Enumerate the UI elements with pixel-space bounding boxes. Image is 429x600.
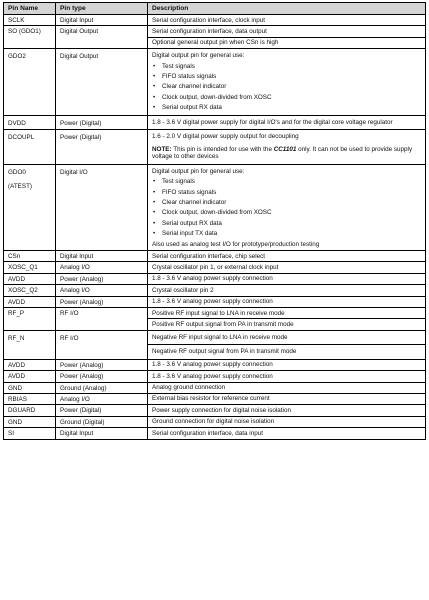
pin-name: AVDD (4, 273, 56, 284)
pin-type: RF I/O (56, 308, 148, 331)
table-row (4, 115, 426, 129)
pin-description-table (3, 2, 426, 440)
pin-name: DGUARD (4, 405, 56, 416)
table-row (4, 382, 426, 393)
note-label: NOTE: (152, 145, 172, 153)
table-row (4, 130, 426, 165)
table-row (4, 49, 426, 115)
pin-name: SI (4, 428, 56, 439)
pin-name: XOSC_Q1 (4, 262, 56, 273)
pin-type: Digital Input (56, 15, 148, 26)
pin-description (148, 308, 426, 331)
pin-type: Analog I/O (56, 262, 148, 273)
description-line: 1.8 - 3.6 V analog power supply connection (152, 275, 273, 283)
table-row (4, 359, 426, 370)
table-row (4, 164, 426, 250)
note-text (148, 142, 425, 164)
table-row (4, 273, 426, 284)
pin-name: AVDD (4, 371, 56, 382)
header-pin-type: Pin type (56, 3, 148, 15)
pin-description (148, 359, 426, 370)
pin-type: Power (Analog) (56, 273, 148, 284)
pin-name: SO (GDO1) (4, 26, 56, 49)
table-row (4, 330, 426, 359)
pin-name (4, 164, 56, 250)
note-pre: This pin is intended for use with the (173, 145, 272, 153)
description-line: Serial configuration interface, data input (152, 429, 263, 437)
header-pin-name: Pin Name (4, 3, 56, 15)
pin-type: Digital Output (56, 49, 148, 115)
note-part-number: CC1101 (273, 145, 297, 153)
pin-description-document (3, 2, 425, 440)
pin-description (148, 393, 426, 404)
pin-type: RF I/O (56, 330, 148, 359)
pin-name-primary: GDO0 (8, 168, 26, 176)
note-post: only. It can not be used to provide supply voltage to other devices (152, 145, 413, 161)
pin-description (148, 428, 426, 439)
pin-description (148, 273, 426, 284)
bullet-item: • Test signals (148, 177, 425, 187)
description-line: Serial configuration interface, chip select (152, 252, 266, 260)
pin-name: DCOUPL (4, 130, 56, 165)
pin-type: Power (Analog) (56, 371, 148, 382)
description-line: Crystal oscillator pin 2 (152, 286, 214, 294)
pin-description (148, 405, 426, 416)
pin-description (148, 115, 426, 129)
description-line: 1.8 - 3.6 V analog power supply connection (152, 298, 273, 306)
pin-name: AVDD (4, 359, 56, 370)
bullet-item: • Test signals (148, 61, 425, 71)
pin-name: GDO2 (4, 49, 56, 115)
description-extra: Also used as analog test I/O for prototype/production testing (152, 240, 320, 248)
description-line: 1.6 - 2.0 V digital power supply output for decoupling (152, 133, 299, 141)
pin-description (148, 416, 426, 427)
pin-type: Digital Output (56, 26, 148, 49)
bullet-item: • FIFO status signals (148, 72, 425, 82)
description-line: Optional general output pin when CSn is high (148, 37, 425, 48)
pin-name: GND (4, 416, 56, 427)
description-line: Power supply connection for digital noise isolation (152, 406, 291, 414)
pin-name: GND (4, 382, 56, 393)
table-row (4, 371, 426, 382)
description-line: Negative RF input signal to LNA in receive mode (152, 333, 288, 341)
bullet-item: • Serial input TX data (148, 229, 425, 239)
table-row (4, 251, 426, 262)
pin-name: RBIAS (4, 393, 56, 404)
pin-type: Power (Digital) (56, 130, 148, 165)
pin-type: Ground (Digital) (56, 416, 148, 427)
pin-description (148, 164, 426, 250)
pin-type: Power (Analog) (56, 359, 148, 370)
pin-type: Digital Input (56, 251, 148, 262)
table-row (4, 308, 426, 331)
table-row (4, 428, 426, 439)
table-row (4, 296, 426, 307)
table-row (4, 393, 426, 404)
description-intro: Digital output pin for general use: (152, 52, 245, 60)
pin-description (148, 262, 426, 273)
pin-description (148, 371, 426, 382)
pin-type: Analog I/O (56, 285, 148, 296)
table-row (4, 285, 426, 296)
pin-type: Power (Digital) (56, 115, 148, 129)
table-row (4, 26, 426, 49)
pin-name: AVDD (4, 296, 56, 307)
pin-description (148, 49, 426, 115)
table-row (4, 15, 426, 26)
description-line: Negative RF output signal from PA in transmit mode (148, 344, 425, 358)
bullet-item: • Clear channel indicator (148, 82, 425, 92)
pin-description (148, 15, 426, 26)
description-line: Positive RF input signal to LNA in receive mode (152, 309, 285, 317)
description-line: Crystal oscillator pin 1, or external clock input (152, 263, 279, 271)
pin-description (148, 26, 426, 49)
pin-type: Digital I/O (56, 164, 148, 250)
bullet-item: • Clear channel indicator (148, 198, 425, 208)
description-line: External bias resistor for reference current (152, 395, 270, 403)
bullet-item: • Serial output RX data (148, 103, 425, 115)
pin-description (148, 130, 426, 165)
pin-type: Digital Input (56, 428, 148, 439)
table-row (4, 405, 426, 416)
header-description: Description (148, 3, 426, 15)
pin-description (148, 296, 426, 307)
description-line: 1.8 - 3.6 V analog power supply connection (152, 372, 273, 380)
pin-name: DVDD (4, 115, 56, 129)
pin-description (148, 330, 426, 359)
description-line: Analog ground connection (152, 384, 226, 391)
pin-name: CSn (4, 251, 56, 262)
description-line: Serial configuration interface, data output (152, 27, 267, 35)
pin-type: Power (Analog) (56, 296, 148, 307)
table-header-row (4, 3, 426, 15)
pin-name: SCLK (4, 15, 56, 26)
description-intro: Digital output pin for general use: (152, 167, 245, 175)
table-row (4, 262, 426, 273)
pin-name: RF_P (4, 308, 56, 331)
bullet-item: • Serial output RX data (148, 218, 425, 228)
pin-name: RF_N (4, 330, 56, 359)
bullet-item: • FIFO status signals (148, 187, 425, 197)
pin-name: XOSC_Q2 (4, 285, 56, 296)
pin-name-secondary: (ATEST) (8, 183, 33, 191)
pin-description (148, 251, 426, 262)
pin-type: Analog I/O (56, 393, 148, 404)
pin-description (148, 382, 426, 393)
description-line: Ground connection for digital noise isolation (152, 418, 275, 426)
pin-description (148, 285, 426, 296)
bullet-item: • Clock output, down-divided from XOSC (148, 208, 425, 218)
table-row (4, 416, 426, 427)
bullet-item: • Clock output, down-divided from XOSC (148, 92, 425, 102)
pin-type: Power (Digital) (56, 405, 148, 416)
description-line: Positive RF output signal from PA in transmit mode (148, 318, 425, 329)
pin-type: Ground (Analog) (56, 382, 148, 393)
description-line: Serial configuration interface, clock input (152, 16, 266, 24)
description-line: 1.8 - 3.6 V digital power supply for digital I/O's and for the digital core voltage regulator (152, 118, 393, 126)
description-line: 1.8 - 3.6 V analog power supply connection (152, 361, 273, 369)
